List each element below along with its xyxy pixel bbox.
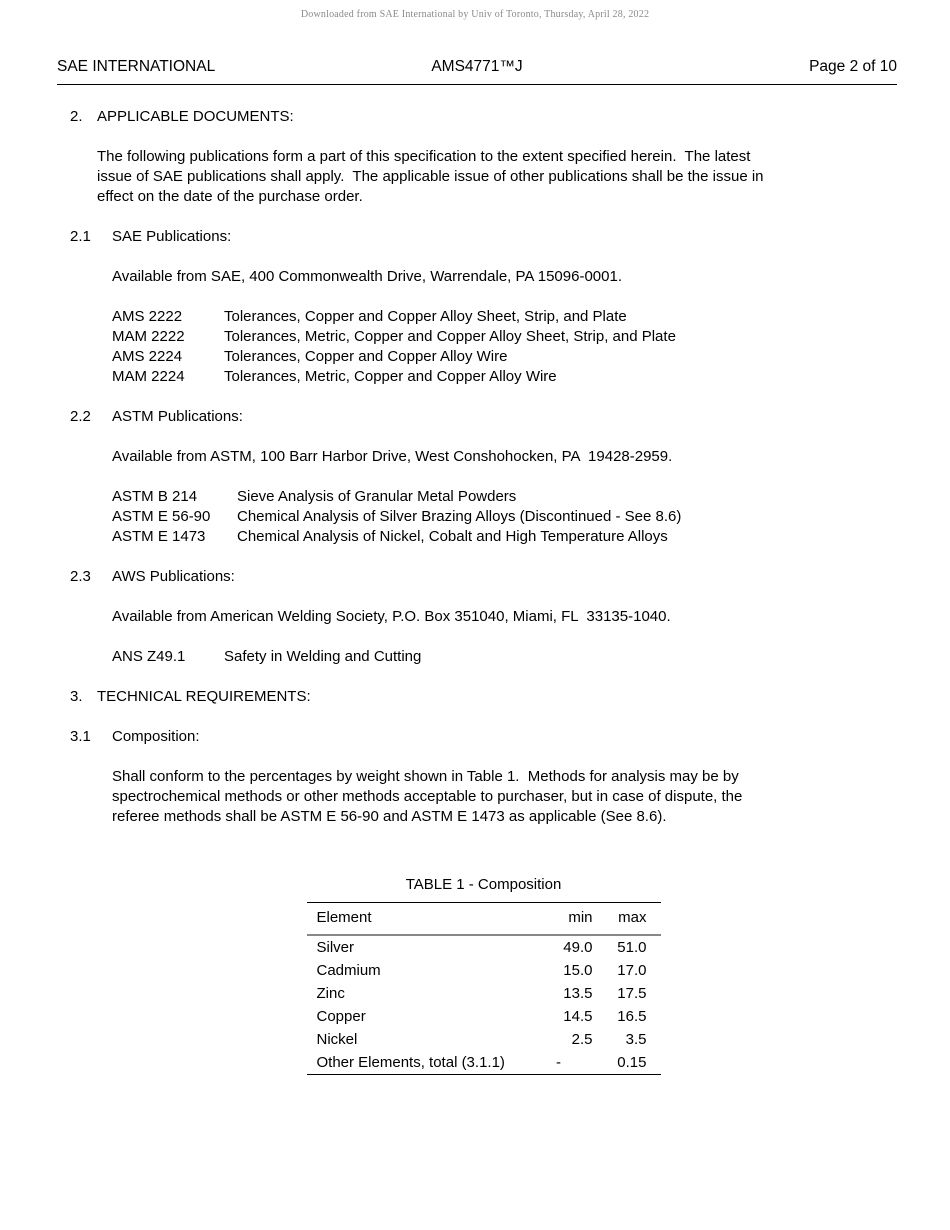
- cell-element: Cadmium: [316, 961, 381, 979]
- paragraph-line: spectrochemical methods or other methods acceptable to purchaser, but in case of dispute, the: [112, 788, 743, 805]
- publication-row: [112, 487, 897, 507]
- section-3-1-paragraph: [112, 767, 897, 827]
- astm-publications-list: [112, 487, 897, 547]
- section-number: 2.1: [70, 228, 91, 245]
- publication-title: Tolerances, Metric, Copper and Copper Alloy Sheet, Strip, and Plate: [224, 328, 676, 345]
- cell-max: 16.5: [617, 1007, 647, 1025]
- publication-code: ASTM E 56-90: [112, 508, 211, 525]
- publication-code: ASTM E 1473: [112, 528, 206, 545]
- publication-code: AMS 2222: [112, 308, 183, 325]
- cell-min: 13.5: [563, 984, 593, 1002]
- publication-title: Tolerances, Copper and Copper Alloy Wire: [224, 348, 508, 365]
- publication-title: Safety in Welding and Cutting: [224, 648, 422, 665]
- column-header-min: min: [539, 903, 593, 936]
- column-header-element: Element: [307, 903, 539, 936]
- table-row: [307, 935, 661, 959]
- section-3-heading: [70, 687, 897, 707]
- table-1-composition: [70, 875, 897, 1075]
- header-page-number: Page 2 of 10: [809, 58, 897, 75]
- section-number: 2.: [70, 108, 83, 125]
- table-row: [307, 982, 661, 1005]
- publication-row: [112, 347, 897, 367]
- astm-address-paragraph: Available from ASTM, 100 Barr Harbor Drive, West Conshohocken, PA 19428-2959.: [112, 448, 673, 465]
- publication-code: ASTM B 214: [112, 488, 198, 505]
- cell-max: 0.15: [617, 1053, 647, 1071]
- download-watermark: Downloaded from SAE International by Univ of Toronto, Thursday, April 28, 2022: [300, 9, 650, 20]
- cell-max: 3.5: [625, 1030, 647, 1048]
- cell-element: Nickel: [316, 1030, 358, 1048]
- publication-title: Chemical Analysis of Silver Brazing Alloys (Discontinued - See 8.6): [237, 508, 682, 525]
- header-org: SAE INTERNATIONAL: [57, 58, 216, 75]
- publication-title: Tolerances, Copper and Copper Alloy Sheet, Strip, and Plate: [224, 308, 627, 325]
- table-row: [307, 1051, 661, 1075]
- cell-element: Zinc: [316, 984, 345, 1002]
- section-title: Composition:: [112, 728, 200, 745]
- aws-address-paragraph: Available from American Welding Society, P.O. Box 351040, Miami, FL 33135-1040.: [112, 608, 671, 625]
- header-doc-id: AMS4771™J: [431, 58, 523, 75]
- cell-element: Other Elements, total (3.1.1): [316, 1053, 505, 1071]
- cell-max: 51.0: [617, 938, 647, 956]
- section-title: TECHNICAL REQUIREMENTS:: [97, 688, 311, 705]
- publication-row: [112, 327, 897, 347]
- cell-min: 2.5: [571, 1030, 593, 1048]
- section-2-1-heading: [70, 227, 897, 247]
- publication-row: [112, 647, 897, 667]
- cell-min: 14.5: [563, 1007, 593, 1025]
- cell-max: 17.0: [617, 961, 647, 979]
- table-row: [307, 959, 661, 982]
- section-title: ASTM Publications:: [112, 408, 243, 425]
- sae-address-paragraph: Available from SAE, 400 Commonwealth Drive, Warrendale, PA 15096-0001.: [112, 268, 622, 285]
- column-header-max: max: [593, 903, 661, 936]
- section-3-1-heading: [70, 727, 897, 747]
- publication-row: [112, 527, 897, 547]
- section-number: 2.3: [70, 568, 91, 585]
- paragraph-line: The following publications form a part of this specification to the extent specified herein. The latest: [97, 148, 751, 165]
- publication-code: MAM 2222: [112, 328, 185, 345]
- section-number: 3.1: [70, 728, 91, 745]
- paragraph-line: referee methods shall be ASTM E 56-90 and ASTM E 1473 as applicable (See 8.6).: [112, 808, 667, 825]
- cell-max: 17.5: [617, 984, 647, 1002]
- aws-publications-list: [112, 647, 897, 667]
- publication-code: ANS Z49.1: [112, 648, 186, 665]
- publication-row: [112, 507, 897, 527]
- section-2-2-heading: [70, 407, 897, 427]
- cell-element: Silver: [316, 938, 355, 956]
- table-header-row: [307, 903, 661, 936]
- document-body: [70, 107, 897, 1075]
- page-header: [57, 57, 897, 85]
- cell-min: 15.0: [563, 961, 593, 979]
- table-row: [307, 1028, 661, 1051]
- cell-min: -: [556, 1053, 561, 1071]
- section-title: APPLICABLE DOCUMENTS:: [97, 108, 294, 125]
- table-row: [307, 1005, 661, 1028]
- paragraph-line: Shall conform to the percentages by weight shown in Table 1. Methods for analysis may be by: [112, 768, 739, 785]
- sae-publications-list: [112, 307, 897, 387]
- publication-row: [112, 307, 897, 327]
- cell-element: Copper: [316, 1007, 366, 1025]
- section-number: 2.2: [70, 408, 91, 425]
- paragraph-line: effect on the date of the purchase order.: [97, 188, 363, 205]
- section-title: SAE Publications:: [112, 228, 232, 245]
- publication-code: AMS 2224: [112, 348, 183, 365]
- publication-title: Tolerances, Metric, Copper and Copper Alloy Wire: [224, 368, 557, 385]
- section-2-intro-paragraph: [97, 147, 897, 207]
- publication-title: Sieve Analysis of Granular Metal Powders: [237, 488, 517, 505]
- cell-min: 49.0: [563, 938, 593, 956]
- section-2-3-heading: [70, 567, 897, 587]
- paragraph-line: issue of SAE publications shall apply. The applicable issue of other publications shall be the issue in: [97, 168, 764, 185]
- composition-table: [307, 902, 661, 1075]
- publication-row: [112, 367, 897, 387]
- table-caption: TABLE 1 - Composition: [405, 876, 562, 893]
- section-2-heading: [70, 107, 897, 127]
- publication-title: Chemical Analysis of Nickel, Cobalt and High Temperature Alloys: [237, 528, 668, 545]
- section-number: 3.: [70, 688, 83, 705]
- publication-code: MAM 2224: [112, 368, 185, 385]
- section-title: AWS Publications:: [112, 568, 235, 585]
